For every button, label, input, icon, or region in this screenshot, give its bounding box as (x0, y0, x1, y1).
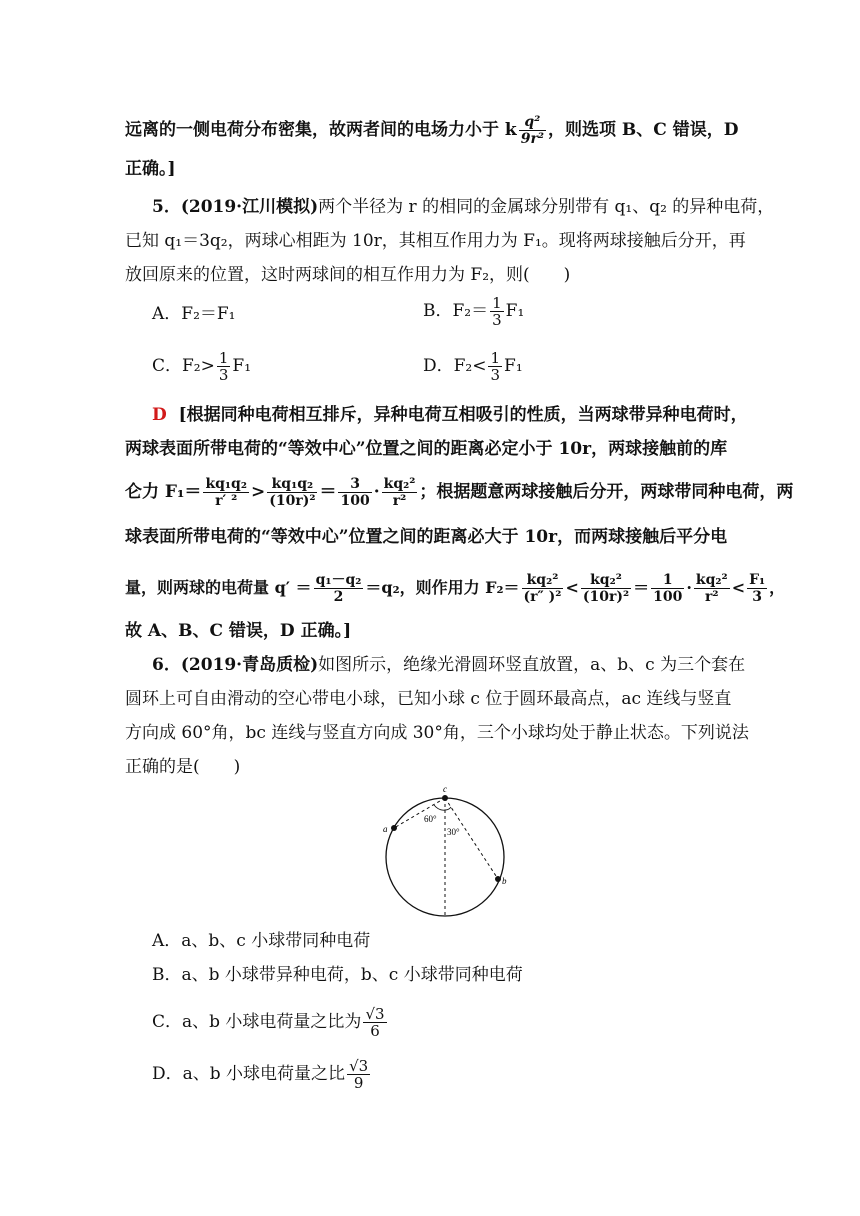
question-6-line-4: 正确的是( ) (125, 757, 241, 777)
angle-label-30: 30° (447, 827, 460, 837)
ball-b (495, 876, 501, 882)
label-c: c (443, 784, 447, 794)
question-number: 5．(2019·江川模拟) (152, 197, 319, 217)
answer-5-line-1: D [根据同种电荷相互排斥，异种电荷互相吸引的性质，当两球带异种电荷时， (152, 405, 748, 425)
option-a: A．F₂＝F₁ (152, 304, 236, 324)
label-b: b (502, 876, 507, 886)
angle-label-60: 60° (424, 814, 437, 824)
label-a: a (383, 824, 388, 834)
ball-c (442, 795, 448, 801)
answer-letter: D (152, 405, 167, 425)
fraction: $\frac{\text{kq₁q₂}}{\text{r′ ²}}$ (205, 476, 247, 509)
text-span: 放回原来的位置，这时两球间的相互作用力为 F₂，则( ) (125, 265, 571, 285)
ring-circle (386, 798, 504, 916)
angle-arc-30 (445, 807, 451, 810)
question-number: 6．(2019·青岛质检) (152, 655, 319, 675)
q6-option-d: D．a、b 小球电荷量之比 $\frac{√3}{9}$ (152, 1057, 369, 1092)
answer-5-line-3: 仑力 F₁＝ $\frac{\text{kq₁q₂}}{\text{r′ ²}}$ > $\frac{\text{kq₁q₂}}{\text{(10r)²}}$ ＝ $\frac{3}{100}$ · $\frac{\text{kq₂²}}{\text{r²}}$ ；根据题意两球接触后分开，两球带同种电荷，两 (125, 476, 794, 509)
fraction: $\frac{\text{kq₂²}}{\text{(r″ )²}}$ (523, 572, 562, 605)
fraction: $\frac{\text{q₁－q₂}}{2}$ (315, 572, 362, 605)
text-span: 正确。] (125, 159, 176, 179)
text-line (125, 158, 742, 180)
text-span: ，则选项 B、C 错误，D (547, 120, 739, 140)
fraction: $\frac{\text{kq₂²}}{\text{r²}}$ (695, 572, 728, 605)
question-5-line-3 (125, 264, 742, 286)
text-span: 远离的一侧电荷分布密集，故两者间的电场力小于 k (125, 120, 517, 140)
text-span: 已知 q₁＝3q₂，两球心相距为 10r，其相互作用力为 F₁。现将两球接触后分开，再 (125, 231, 746, 251)
question-5-line-1 (152, 196, 775, 218)
q6-option-b: B．a、b 小球带异种电荷，b、c 小球带同种电荷 (152, 965, 523, 985)
answer-5-line-2: 两球表面所带电荷的“等效中心”位置之间的距离必定小于 10r，两球接触前的库 (125, 439, 728, 459)
fraction: $\frac{\text{kq₁q₂}}{\text{(10r)²}}$ (269, 476, 316, 509)
ring-diagram (383, 783, 523, 918)
question-5-line-2 (125, 230, 746, 252)
fraction: $\frac{\text{F₁}}{3}$ (749, 572, 766, 605)
text-line (125, 114, 742, 147)
line-ac (394, 798, 445, 828)
option-b: B．F₂＝ $\frac{1}{3}$ F₁ (423, 294, 525, 329)
q6-option-c: C．a、b 小球电荷量之比为 $\frac{√3}{6}$ (152, 1005, 385, 1040)
ball-a (391, 825, 397, 831)
question-6-line-2: 圆环上可自由滑动的空心带电小球，已知小球 c 位于圆环最高点，ac 连线与竖直 (125, 689, 732, 709)
fraction: $\frac{3}{100}$ (340, 476, 370, 509)
answer-5-line-5: 量，则两球的电荷量 q′ ＝ $\frac{\text{q₁－q₂}}{2}$ ＝q₂，则作用力 F₂＝ $\frac{\text{kq₂²}}{\text{(r″ )²}}$ < $\frac{\text{kq₂²}}{\text{(10r)²}}$ ＝ $\frac{1}{100}$ · $\frac{\text{kq₂²}}{\text{r²}}$ < $\frac{\text{F₁}}{3}$ ， (125, 572, 786, 605)
question-6-line-3: 方向成 60°角，bc 连线与竖直方向成 30°角，三个小球均处于静止状态。下列说法 (125, 723, 749, 743)
option-d: D．F₂< $\frac{1}{3}$ F₁ (423, 349, 523, 384)
answer-5-line-6: 故 A、B、C 错误，D 正确。] (125, 621, 352, 641)
fraction: $\frac{1}{100}$ (653, 572, 683, 605)
angle-arc-60 (434, 805, 445, 810)
fraction: $\frac{\text{kq₂²}}{\text{(10r)²}}$ (582, 572, 630, 605)
question-6-line-1: 6．(2019·青岛质检)如图所示，绝缘光滑圆环竖直放置，a、b、c 为三个套在 (152, 655, 746, 675)
fraction: $\frac{\text{q²}}{\text{9r²}}$ (520, 114, 544, 147)
line-bc (445, 798, 498, 879)
q6-option-a: A．a、b、c 小球带同种电荷 (152, 931, 371, 951)
fraction: $\frac{\text{kq₂²}}{\text{r²}}$ (383, 476, 416, 509)
text-span: 两个半径为 r 的相同的金属球分别带有 q₁、q₂ 的异种电荷， (318, 197, 775, 217)
answer-5-line-4: 球表面所带电荷的“等效中心”位置之间的距离必大于 10r，而两球接触后平分电 (125, 527, 728, 547)
option-c: C．F₂> $\frac{1}{3}$ F₁ (152, 349, 252, 384)
